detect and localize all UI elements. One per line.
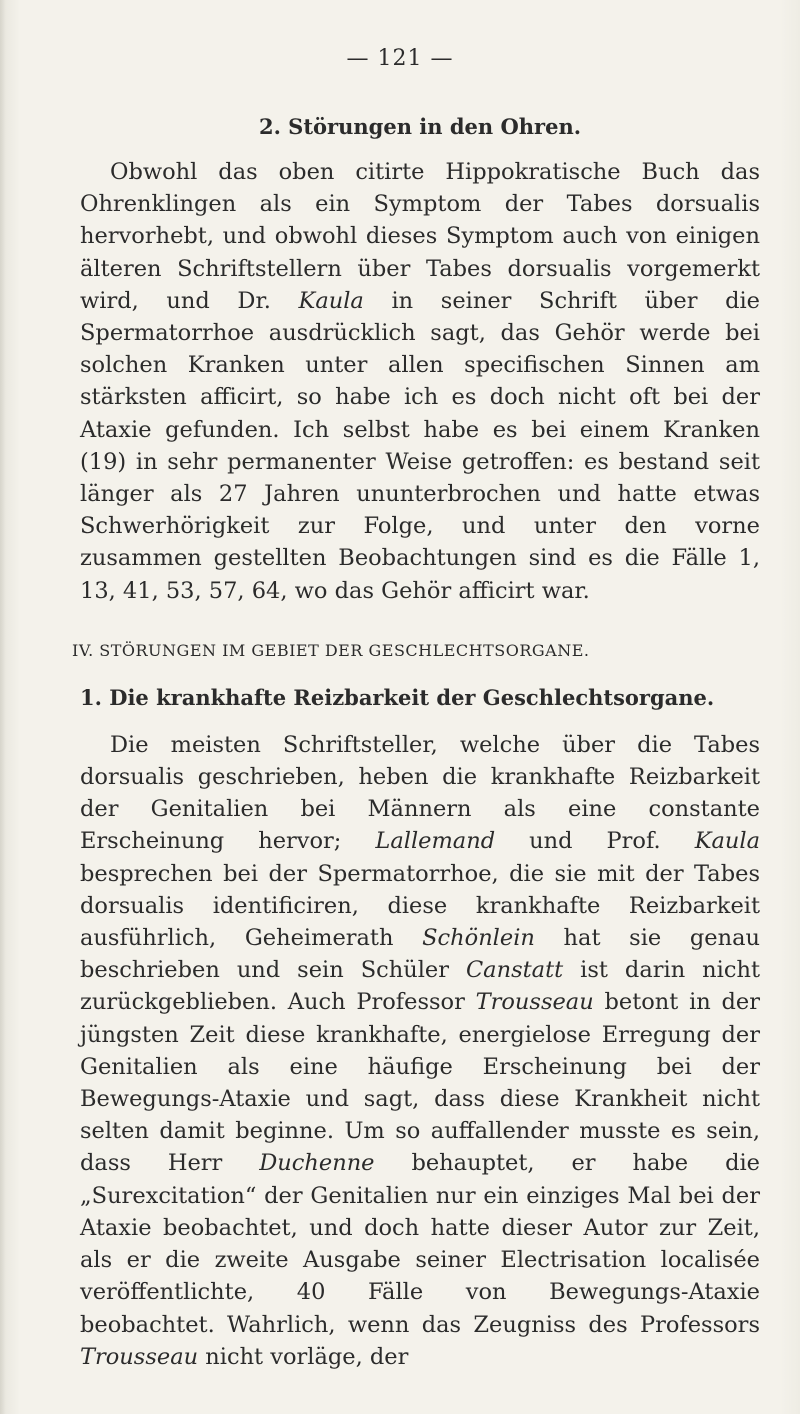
- author-name-duchenne: Duchenne: [259, 1150, 375, 1177]
- part-heading-genital-disorders: IV. STÖRUNGEN IM GEBIET DER GESCHLECHTSORGANE.: [72, 640, 590, 660]
- text-run: betont in der jüngsten Zeit diese krankhafte, energielose Erregung der Genitalien als eine häufige Erscheinung bei der Bewegungs-Ataxie und sagt, dass diese Krankheit nicht selten damit beginne. Um so auffallender musste es sein, dass Herr: [80, 989, 760, 1177]
- author-name-kaula: Kaula: [694, 828, 761, 855]
- paragraph-ears: [80, 156, 760, 607]
- section-heading-irritability: 1. Die krankhafte Reizbarkeit der Geschlechtsorgane.: [80, 684, 715, 710]
- author-name-canstatt: Canstatt: [465, 957, 564, 984]
- text-run: besprechen bei der Spermatorrhoe, die sie mit der Tabes dorsualis identificiren, diese krankhafte Reizbarkeit ausführlich, Geheimerath: [80, 860, 760, 952]
- text-run: ist darin nicht zurückgeblieben. Auch Professor: [80, 957, 761, 1016]
- paragraph-irritability: [80, 729, 760, 1373]
- text-run: in seiner Schrift über die Spermatorrhoe ausdrücklich sagt, das Gehör werde bei solchen Kranken unter allen specifischen Sinnen am stärksten afficirt, so habe ich es doch nicht oft bei der Ataxie gefunden. Ich selbst habe es bei einem Kranken (19) in sehr permanenter Weise getroffen: es bestand seit länger als 27 Jahren ununterbrochen und hatte etwas Schwerhörigkeit zur Folge, und unter den vorne zusammen gestellten Beobachtungen sind es die Fälle 1, 13, 41, 53, 57, 64, wo das Gehör afficirt war.: [80, 287, 760, 604]
- page-content: [72, 112, 761, 1373]
- author-name-schoenlein: Schönlein: [422, 925, 535, 952]
- author-name-trousseau: Trousseau: [475, 989, 594, 1016]
- page-number: — 121 —: [346, 46, 454, 71]
- text-run: Die meisten Schriftsteller, welche über die Tabes dorsualis geschrieben, heben die krankhafte Reizbarkeit der Genitalien bei Männern als eine constante Erscheinung hervor;: [80, 731, 760, 855]
- author-name-lallemand: Lallemand: [375, 828, 496, 855]
- text-run: behauptet, er habe die „Surexcitation“ der Genitalien nur ein einziges Mal bei der Ataxie beobachtet, und doch hatte dieser Autor zur Zeit, als er die zweite Ausgabe seiner Electrisation localisée veröffentlichte, 40 Fälle von Bewegungs-Ataxie beobachtet. Wahrlich, wenn das Zeugniss des Professors: [80, 1150, 760, 1338]
- text-run: und Prof.: [495, 828, 695, 855]
- text-run: hat sie genau beschrieben und sein Schüler: [80, 925, 761, 984]
- section-heading-ears: 2. Störungen in den Ohren.: [258, 114, 582, 139]
- text-run: Obwohl das oben citirte Hippokratische Buch das Ohrenklingen als ein Symptom der Tabes dorsualis hervorhebt, und obwohl dieses Symptom auch von einigen älteren Schriftstellern über Tabes dorsualis vorgemerkt wird, und Dr.: [80, 159, 760, 314]
- text-run: nicht vorläge, der: [198, 1343, 409, 1370]
- author-name-trousseau: Trousseau: [80, 1343, 199, 1370]
- author-name-kaula: Kaula: [298, 287, 364, 314]
